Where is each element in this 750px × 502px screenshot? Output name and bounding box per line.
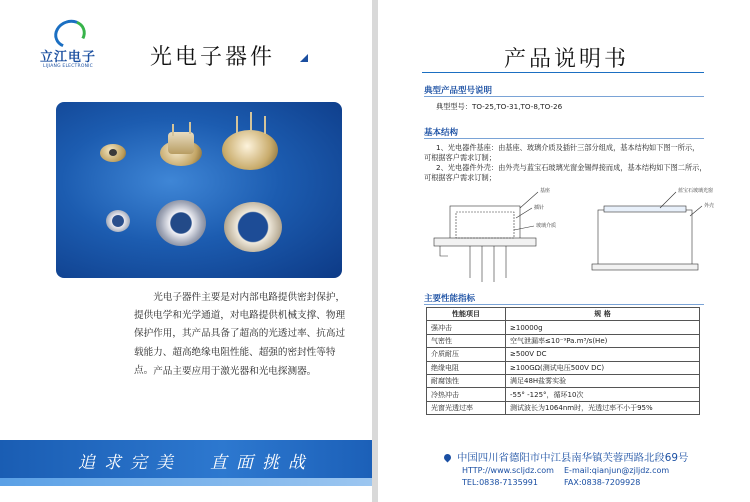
- table-cell: 光窗光透过率: [427, 401, 506, 414]
- fig2-window: [604, 206, 686, 212]
- table-cell: 冷热冲击: [427, 388, 506, 401]
- location-pin-icon: [443, 453, 453, 463]
- table-row: [427, 374, 700, 387]
- pin: [172, 124, 174, 136]
- table-header: 性能项目: [427, 308, 506, 321]
- right-page: [378, 0, 750, 502]
- table-row: [427, 401, 700, 414]
- fig1-label-pin: 插针: [534, 205, 545, 211]
- table-cell: 介质耐压: [427, 348, 506, 361]
- logo-name: 立江电子: [39, 50, 96, 65]
- table-cell: ≥10000g: [506, 321, 700, 334]
- models-text: 典型型号：TO-25,TO-31,TO-8,TO-26: [436, 102, 563, 111]
- website-link[interactable]: HTTP://www.scljdz.com: [462, 466, 554, 475]
- table-row: [427, 321, 700, 334]
- fig1-lead: [440, 246, 448, 256]
- table-row: [427, 361, 700, 374]
- to-header-small: [100, 144, 126, 162]
- pin: [250, 112, 252, 132]
- table-header-row: [427, 308, 700, 321]
- table-cell: 空气泄漏率≤10⁻⁹Pa.m³/s(He): [506, 334, 700, 347]
- slogan-1: 追求完美: [78, 453, 182, 473]
- fig2-leader-line: [660, 192, 676, 208]
- fig1-leader-line: [514, 226, 534, 230]
- left-page-title: 光电子器件: [150, 45, 276, 70]
- fig2-label-can: 外壳: [704, 203, 715, 209]
- fig2-flange: [592, 264, 698, 270]
- to-header-large: [222, 130, 278, 170]
- address-text: 中国四川省德阳市中江县南华镇芙蓉西路北段69号: [457, 452, 689, 464]
- fig1-leader-line: [516, 208, 532, 218]
- structure-item-1b: 可根据客户需求订制；: [424, 153, 496, 162]
- window-cap-medium: [156, 200, 206, 246]
- table-row: [427, 348, 700, 361]
- product-photo: [56, 102, 342, 278]
- slogan-2: 直面挑战: [210, 453, 314, 473]
- table-cell: -55° -125°，循环10次: [506, 388, 700, 401]
- bottom-stripe: [0, 478, 372, 486]
- telephone: TEL:0838-7135991: [462, 478, 538, 487]
- section-performance-title: 主要性能指标: [424, 294, 476, 304]
- table-cell: 强冲击: [427, 321, 506, 334]
- company-logo: [38, 16, 98, 76]
- structure-drawings: [420, 186, 720, 296]
- left-body-text: 光电子器件主要是对内部电路提供密封保护，提供电学和光学通道，对电路提供机械支撑、物理保护作用，其产品具备了超高的光透过率、抗高过载能力、超高绝缘电阻性能、超强的密封性等特点。: [134, 292, 346, 376]
- structure-item-2: 2、光电器件外壳：由外壳与蓝宝石玻璃光窗金锡焊接而成，基本结构如下图二所示，: [436, 163, 707, 172]
- right-page-title: 产品说明书: [504, 47, 630, 72]
- left-page: [0, 0, 372, 502]
- structure-item-2b: 可根据客户需求订制；: [424, 173, 496, 182]
- fig2-label-window: 蓝宝石玻璃光窗: [678, 188, 714, 194]
- table-cell: 气密性: [427, 334, 506, 347]
- section-rule: [424, 304, 704, 305]
- structure-item-1: 1、光电器件基座：由基座、玻璃介质及插针三部分组成，基本结构如下图一所示，: [436, 143, 700, 152]
- fig1-base-flange: [434, 238, 536, 246]
- fax: FAX:0838-7209928: [564, 478, 641, 487]
- table-row: [427, 388, 700, 401]
- structure-drawings-svg: [420, 186, 720, 296]
- fig1-label-base: 基座: [540, 188, 551, 194]
- table-cell: 满足48H盐雾实验: [506, 374, 700, 387]
- window-cap-small: [106, 210, 130, 232]
- table-header: 规 格: [506, 308, 700, 321]
- section-structure-title: 基本结构: [424, 128, 459, 138]
- section-rule: [424, 96, 704, 97]
- table-cell: ≥500V DC: [506, 348, 700, 361]
- address: [444, 449, 688, 464]
- pin: [236, 116, 238, 134]
- performance-table: [426, 307, 700, 415]
- pin: [189, 122, 191, 134]
- title-rule: [422, 72, 704, 73]
- left-body-text-2: 产品主要应用于激光器和光电探测器。: [153, 366, 317, 377]
- logo-subtitle: LIJIANG ELECTRONIC: [42, 64, 94, 69]
- table-row: [427, 334, 700, 347]
- pin: [264, 116, 266, 134]
- table-cell: 测试波长为1064nm时，光透过率不小于95%: [506, 401, 700, 414]
- fig1-glass: [456, 212, 514, 238]
- corner-triangle-icon: [300, 54, 308, 62]
- fig2-can: [598, 210, 692, 268]
- section-models-title: 典型产品型号说明: [424, 86, 493, 96]
- sealing-ring: [224, 202, 282, 252]
- slogan-bar: [0, 440, 372, 478]
- fig1-label-glass: 玻璃介质: [536, 223, 557, 229]
- email-link[interactable]: E-mail:qianjun@zjljdz.com: [564, 466, 670, 475]
- section-rule: [424, 138, 704, 139]
- table-cell: 绝缘电阻: [427, 361, 506, 374]
- table-cell: 耐腐蚀性: [427, 374, 506, 387]
- table-cell: ≥100GΩ(测试电压500V DC): [506, 361, 700, 374]
